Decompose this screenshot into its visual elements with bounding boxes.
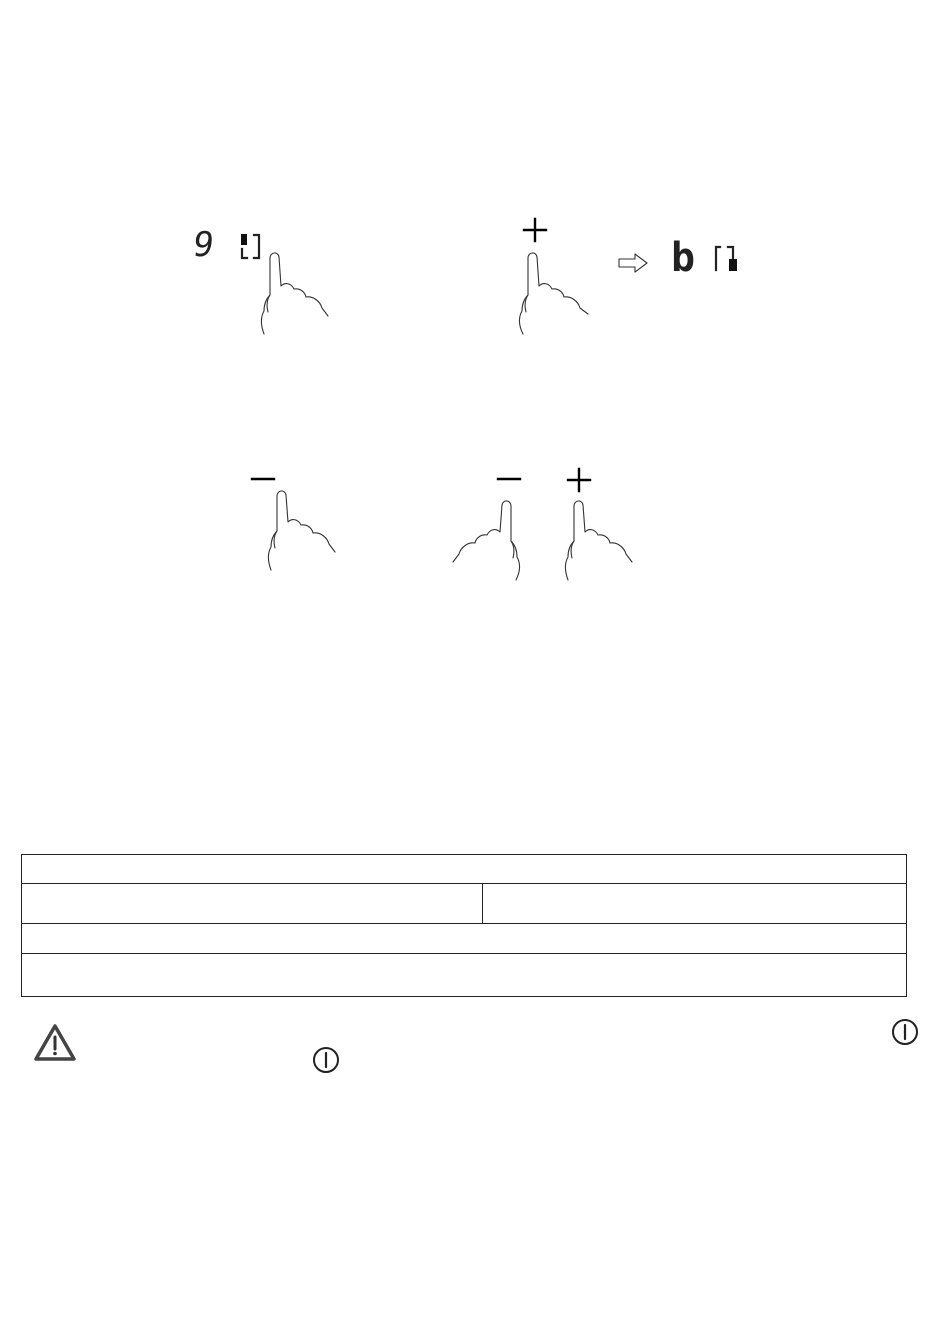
result-level-indicator [712, 244, 742, 274]
minus-button[interactable] [494, 468, 524, 490]
table-cell [22, 855, 907, 884]
finger-touch-icon [562, 496, 638, 584]
table-row [22, 884, 907, 924]
display-level-digit: 9 [190, 225, 217, 265]
table-row [22, 855, 907, 884]
plus-button[interactable] [563, 464, 595, 496]
power-symbol-icon [311, 1045, 341, 1075]
plus-button[interactable] [519, 214, 551, 246]
table-cell [22, 884, 483, 924]
power-symbol-icon [890, 1017, 920, 1047]
result-level-digit: b [671, 235, 696, 281]
finger-touch-icon [516, 248, 596, 336]
finger-touch-icon [450, 496, 526, 584]
finger-touch-icon [265, 486, 341, 574]
warning-triangle-icon [32, 1022, 78, 1064]
table-row [22, 924, 907, 954]
table-cell [483, 884, 907, 924]
arrow-right-icon [617, 252, 649, 274]
table-cell [22, 954, 907, 997]
info-table [21, 854, 907, 997]
finger-touch-icon [258, 248, 330, 336]
table-row [22, 954, 907, 997]
table-cell [22, 924, 907, 954]
